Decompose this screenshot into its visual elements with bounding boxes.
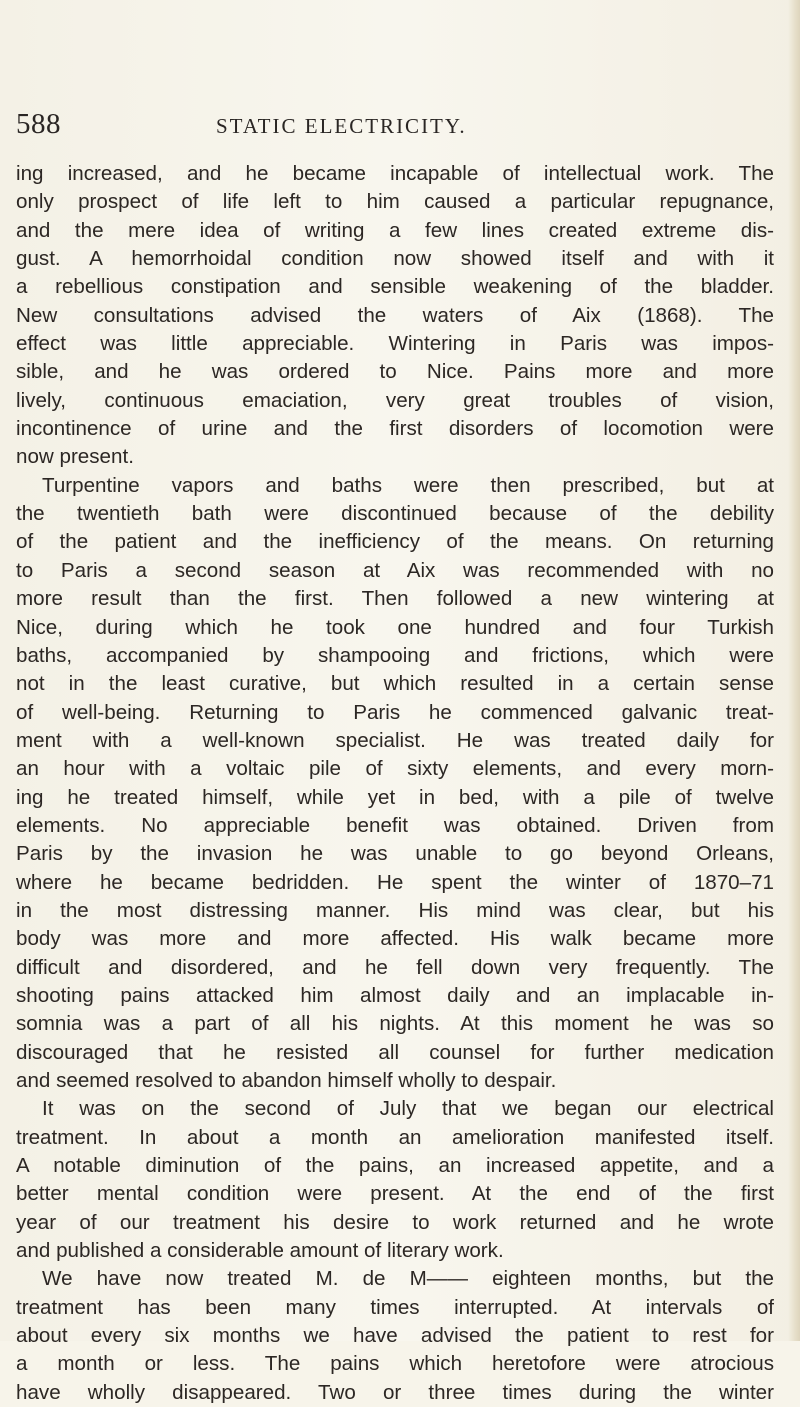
text-line: of well-being. Returning to Paris he commenced galvanic treat- — [16, 700, 774, 724]
text-line: and published a considerable amount of literary work. — [16, 1239, 504, 1263]
text-line: of the patient and the inefficiency of the means. On returning — [16, 530, 774, 554]
text-line: only prospect of life left to him caused a particular repugnance, — [16, 190, 774, 214]
text-line: a rebellious constipation and sensible weakening of the bladder. — [16, 275, 774, 299]
text-line: a month or less. The pains which heretofore were atrocious — [16, 1352, 774, 1376]
text-line: We have now treated M. de M—— eighteen months, but the — [42, 1267, 774, 1291]
text-line: ing he treated himself, while yet in bed, with a pile of twelve — [16, 785, 774, 809]
text-line: baths, accompanied by shampooing and frictions, which were — [16, 643, 774, 667]
text-line: better mental condition were present. At the end of the first — [16, 1182, 774, 1206]
text-line: year of our treatment his desire to work returned and he wrote — [16, 1210, 774, 1234]
text-line: more result than the first. Then followed a new wintering at — [16, 587, 774, 611]
text-line: somnia was a part of all his nights. At this moment he was so — [16, 1012, 774, 1036]
text-line: treatment. In about a month an amelioration manifested itself. — [16, 1125, 774, 1149]
text-line: New consultations advised the waters of Aix (1868). The — [16, 303, 774, 327]
text-line: difficult and disordered, and he fell down very frequently. The — [16, 955, 774, 979]
text-line: body was more and more affected. His walk became more — [16, 927, 774, 951]
text-line: elements. No appreciable benefit was obtained. Driven from — [16, 813, 774, 837]
text-line: ment with a well-known specialist. He was treated daily for — [16, 728, 774, 752]
page-edge-shadow — [788, 0, 800, 1341]
text-line: Nice, during which he took one hundred and four Turkish — [16, 615, 774, 639]
text-line: lively, continuous emaciation, very great troubles of vision, — [16, 388, 774, 412]
text-line: about every six months we have advised the patient to rest for — [16, 1324, 774, 1348]
text-line: not in the least curative, but which resulted in a certain sense — [16, 672, 774, 696]
text-line: where he became bedridden. He spent the winter of 1870–71 — [16, 870, 774, 894]
text-line: gust. A hemorrhoidal condition now showed itself and with it — [16, 247, 774, 271]
text-line: in the most distressing manner. His mind was clear, but his — [16, 898, 774, 922]
text-line: an hour with a voltaic pile of sixty elements, and every morn- — [16, 757, 774, 781]
text-line: ing increased, and he became incapable of intellectual work. The — [16, 162, 774, 185]
running-head: STATIC ELECTRICITY. — [216, 114, 467, 138]
text-line: Paris by the invasion he was unable to go beyond Orleans, — [16, 842, 774, 866]
text-line: sible, and he was ordered to Nice. Pains more and more — [16, 360, 774, 384]
text-line: Turpentine vapors and baths were then prescribed, but at — [42, 473, 774, 497]
text-line: A notable diminution of the pains, an increased appetite, and a — [16, 1154, 774, 1178]
text-line: have wholly disappeared. Two or three times during the winter — [16, 1380, 774, 1404]
text-line: the twentieth bath were discontinued because of the debility — [16, 502, 774, 526]
text-line: shooting pains attacked him almost daily and an implacable in- — [16, 983, 774, 1007]
text-line: effect was little appreciable. Wintering in Paris was impos- — [16, 332, 774, 356]
text-line: It was on the second of July that we began our electrical — [42, 1097, 774, 1121]
text-line: incontinence of urine and the first disorders of locomotion were — [16, 417, 774, 441]
page-number: 588 — [16, 108, 61, 140]
text-line: treatment has been many times interrupted. At intervals of — [16, 1295, 774, 1319]
page-header — [16, 108, 766, 142]
text-line: discouraged that he resisted all counsel for further medication — [16, 1040, 774, 1064]
body-text — [16, 160, 774, 1407]
text-line: and seemed resolved to abandon himself wholly to despair. — [16, 1069, 557, 1092]
text-line: now present. — [16, 445, 134, 469]
text-line: and the mere idea of writing a few lines created extreme dis- — [16, 218, 774, 242]
text-line: to Paris a second season at Aix was recommended with no — [16, 558, 774, 582]
